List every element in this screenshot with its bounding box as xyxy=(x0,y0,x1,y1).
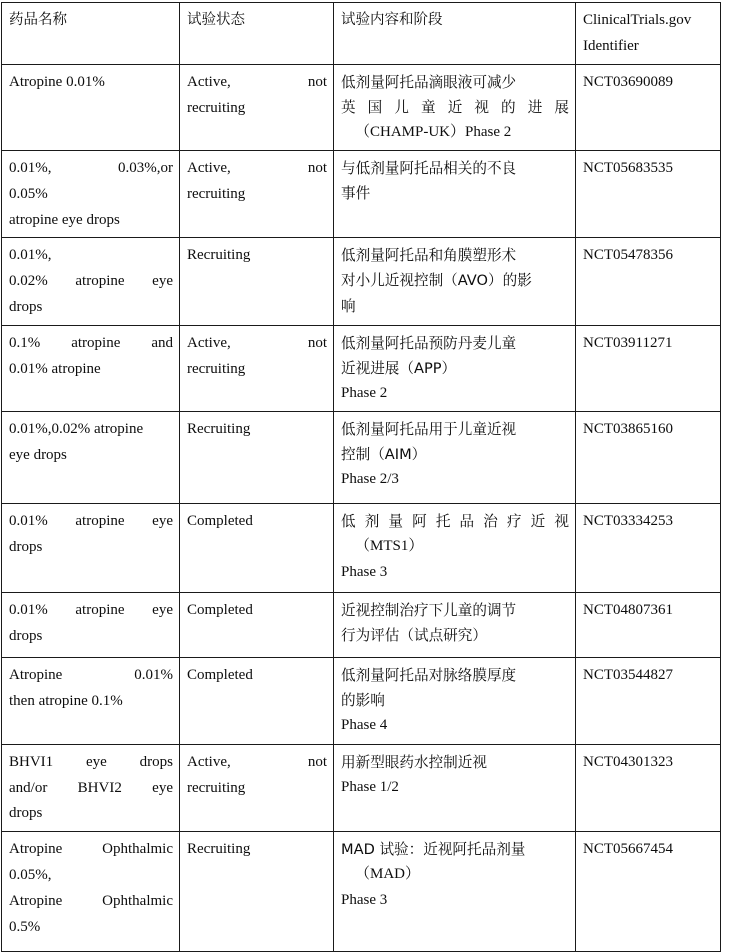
trial-content-line: 响 xyxy=(341,297,356,315)
drug-name-line: 0.05%, xyxy=(9,866,52,883)
drug-name-line: and/or BHVI2 eye xyxy=(9,779,173,796)
clinical-trials-table xyxy=(1,2,721,952)
trial-status-line: Completed xyxy=(187,601,253,618)
cell-drug-name xyxy=(2,503,180,592)
cell-trial-status xyxy=(180,151,334,238)
table-body xyxy=(2,3,721,952)
cell-trial-content xyxy=(334,411,576,503)
drug-name-line: BHVI1 eye drops xyxy=(9,753,173,770)
cell-nct-identifier: NCT04301323 xyxy=(576,744,721,831)
cell-trial-status xyxy=(180,657,334,744)
header-label-trial-status: 试验状态 xyxy=(187,12,245,28)
trial-content-line: 英国儿童近视的进展 xyxy=(341,99,569,117)
cell-trial-status xyxy=(180,238,334,325)
table-header-row xyxy=(2,3,721,65)
drug-name-line: Atropine 0.01% xyxy=(9,666,173,683)
trial-content-line: 事件 xyxy=(341,185,371,203)
cell-trial-status xyxy=(180,744,334,831)
cell-nct-identifier: NCT03334253 xyxy=(576,503,721,592)
cell-trial-status xyxy=(180,325,334,411)
cell-trial-content xyxy=(334,238,576,325)
cell-trial-content xyxy=(334,503,576,592)
trial-status-line: recruiting xyxy=(187,185,246,202)
header-cell-trial-status xyxy=(180,3,334,65)
header-cell-drug-name xyxy=(2,3,180,65)
trial-status-line: Active, not xyxy=(187,74,327,90)
drug-name-line: 0.01% atropine eye xyxy=(9,601,173,618)
cell-nct-identifier: NCT03690089 xyxy=(576,65,721,151)
drug-name-line: 0.02% atropine eye xyxy=(9,273,173,290)
trial-content-line: 与低剂量阿托品相关的不良 xyxy=(341,160,517,177)
cell-drug-name xyxy=(2,151,180,238)
drug-name-line: drops xyxy=(9,538,43,555)
header-label-drug-name: 药品名称 xyxy=(9,12,67,28)
trial-status-line: recruiting xyxy=(187,779,246,796)
cell-trial-content xyxy=(334,657,576,744)
trial-content-line: （MAD） xyxy=(355,866,421,883)
cell-nct-identifier: NCT03911271 xyxy=(576,325,721,411)
drug-name-line: then atropine 0.1% xyxy=(9,692,123,709)
cell-nct-identifier: NCT05478356 xyxy=(576,238,721,325)
trial-status-line: Recruiting xyxy=(187,247,251,264)
cell-trial-content xyxy=(334,592,576,657)
trial-status-line: Active, not xyxy=(187,160,327,176)
trial-content-line: 用新型眼药水控制近视 xyxy=(341,753,487,771)
drug-name-line: drops xyxy=(9,805,43,822)
drug-name-line: 0.05% xyxy=(9,185,48,202)
trial-status-line: recruiting xyxy=(187,360,246,377)
cell-trial-content xyxy=(334,325,576,411)
table-row xyxy=(2,503,721,592)
trial-status-line: Recruiting xyxy=(187,841,251,858)
cell-trial-status xyxy=(180,592,334,657)
trial-content-line: 控制（AIM） xyxy=(341,445,427,463)
trial-content-line: 近视控制治疗下儿童的调节 xyxy=(341,601,517,619)
trial-content-line: （CHAMP-UK）Phase 2 xyxy=(355,124,512,141)
header-label-identifier-line2: Identifier xyxy=(583,37,639,54)
cell-drug-name xyxy=(2,657,180,744)
cell-trial-content xyxy=(334,744,576,831)
drug-name-line: 0.01% atropine eye xyxy=(9,512,173,529)
table-row xyxy=(2,657,721,744)
trial-content-line: 行为评估（试点研究） xyxy=(341,626,487,644)
drug-name-line: 0.1% atropine and xyxy=(9,334,173,351)
cell-drug-name xyxy=(2,238,180,325)
cell-nct-identifier: NCT04807361 xyxy=(576,592,721,657)
cell-drug-name xyxy=(2,744,180,831)
trial-content-line: 对小儿近视控制（AVO）的影 xyxy=(341,272,532,290)
trial-content-line: 低剂量阿托品治疗近视 xyxy=(341,512,569,530)
trial-content-line: 的影响 xyxy=(341,691,385,709)
table-row xyxy=(2,151,721,238)
cell-trial-status xyxy=(180,503,334,592)
cell-nct-identifier: NCT05667454 xyxy=(576,832,721,952)
header-cell-trial-content xyxy=(334,3,576,65)
document-page xyxy=(0,2,729,935)
trial-status-line: Completed xyxy=(187,512,253,529)
trial-content-line: 低剂量阿托品和角膜塑形术 xyxy=(341,247,517,265)
trial-content-line: Phase 2/3 xyxy=(341,470,399,487)
table-row xyxy=(2,832,721,952)
trial-content-line: 低剂量阿托品用于儿童近视 xyxy=(341,420,517,438)
drug-name-line: 0.01%, 0.03%,or xyxy=(9,160,173,176)
trial-status-line: recruiting xyxy=(187,99,246,116)
trial-content-line: MAD 试验：近视阿托品剂量 xyxy=(341,841,526,859)
trial-content-line: Phase 3 xyxy=(341,892,388,909)
trial-content-line: Phase 1/2 xyxy=(341,778,399,795)
drug-name-line: 0.5% xyxy=(9,918,41,935)
trial-status-line: Recruiting xyxy=(187,420,251,437)
header-label-trial-content: 试验内容和阶段 xyxy=(341,12,443,28)
cell-nct-identifier: NCT03544827 xyxy=(576,657,721,744)
trial-content-line: （MTS1） xyxy=(355,537,424,554)
drug-name-line: 0.01% atropine xyxy=(9,360,101,377)
table-row xyxy=(2,744,721,831)
header-label-identifier-line1: ClinicalTrials.gov xyxy=(583,12,692,28)
cell-drug-name xyxy=(2,411,180,503)
trial-content-line: Phase 3 xyxy=(341,563,388,580)
header-cell-identifier xyxy=(576,3,721,65)
cell-trial-content xyxy=(334,151,576,238)
cell-nct-identifier: NCT03865160 xyxy=(576,411,721,503)
drug-name-line: 0.01%, xyxy=(9,247,52,264)
table-row xyxy=(2,65,721,151)
trial-content-line: Phase 4 xyxy=(341,716,388,733)
cell-drug-name xyxy=(2,592,180,657)
table-row xyxy=(2,411,721,503)
cell-trial-content xyxy=(334,832,576,952)
cell-drug-name xyxy=(2,65,180,151)
drug-name-line: atropine eye drops xyxy=(9,211,120,228)
drug-name-line: drops xyxy=(9,627,43,644)
cell-trial-status xyxy=(180,65,334,151)
trial-status-line: Completed xyxy=(187,666,253,683)
cell-trial-status xyxy=(180,411,334,503)
drug-name-line: Atropine Ophthalmic xyxy=(9,892,173,909)
table-row xyxy=(2,325,721,411)
drug-name-line: 0.01%,0.02% atropine xyxy=(9,420,144,437)
table-row xyxy=(2,592,721,657)
drug-name-line: eye drops xyxy=(9,446,67,463)
cell-drug-name xyxy=(2,832,180,952)
trial-status-line: Active, not xyxy=(187,334,327,351)
drug-name-line: Atropine 0.01% xyxy=(9,74,105,90)
table-row xyxy=(2,238,721,325)
drug-name-line: drops xyxy=(9,298,43,315)
cell-drug-name xyxy=(2,325,180,411)
cell-trial-status xyxy=(180,832,334,952)
trial-content-line: 低剂量阿托品对脉络膜厚度 xyxy=(341,666,517,684)
trial-content-line: 近视进展（APP） xyxy=(341,359,457,377)
trial-content-line: Phase 2 xyxy=(341,384,388,401)
cell-nct-identifier: NCT05683535 xyxy=(576,151,721,238)
drug-name-line: Atropine Ophthalmic xyxy=(9,841,173,858)
trial-content-line: 低剂量阿托品滴眼液可减少 xyxy=(341,74,517,91)
cell-trial-content xyxy=(334,65,576,151)
trial-status-line: Active, not xyxy=(187,753,327,770)
trial-content-line: 低剂量阿托品预防丹麦儿童 xyxy=(341,334,517,352)
